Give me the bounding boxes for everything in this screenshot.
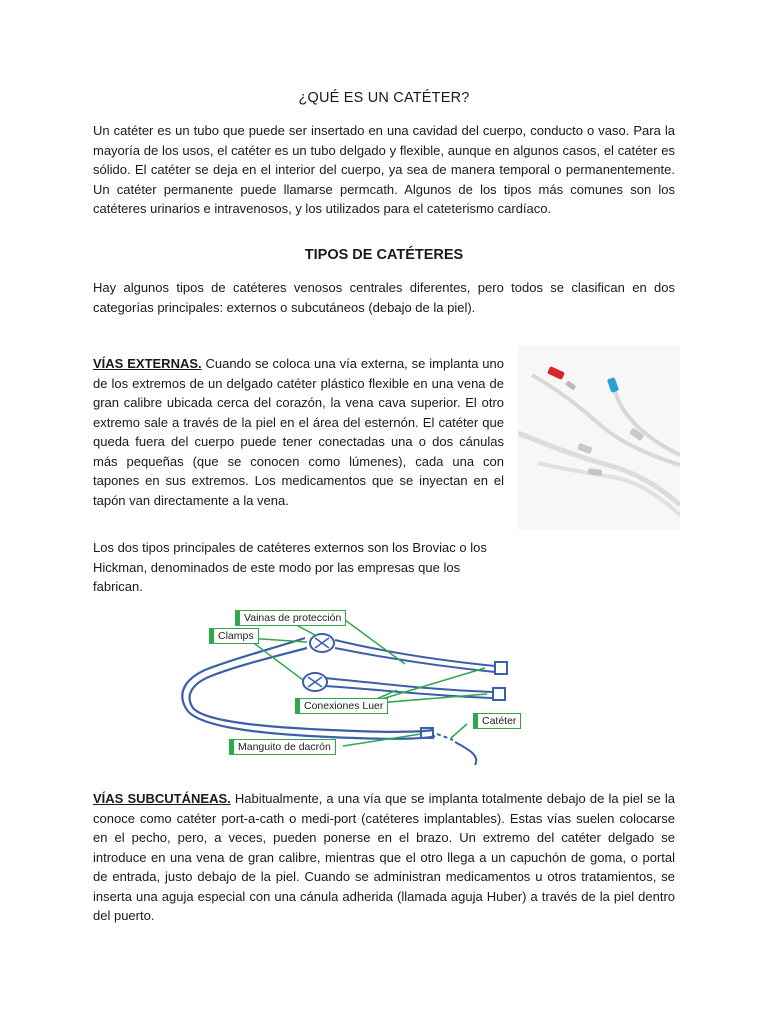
types-paragraph: Hay algunos tipos de catéteres venosos centrales diferentes, pero todos se clasifican en dos categorías principales: externos o subcutáneos (debajo de la piel). <box>93 280 675 315</box>
label-conexiones-luer: Conexiones Luer <box>295 698 388 714</box>
types-heading: TIPOS DE CATÉTERES <box>304 247 464 263</box>
subcutaneous-paragraph <box>93 789 675 926</box>
label-clamps: Clamps <box>209 628 259 644</box>
subcutaneous-label: VÍAS SUBCUTÁNEAS. <box>93 791 231 806</box>
subcutaneous-text: Habitualmente, a una vía que se implanta totalmente debajo de la piel se la conoce como catéter port-a-cath o medi-port (catéteres implantables). Estas vías suelen colocarse en el pecho, pero, a veces, pueden ponerse en el brazo. Un extremo del catéter delgado se introduce en una vena de gran calibre, mientras que el otro llega a un capuchón de goma, o portal de entrada, justo debajo de la piel. Cuando se administran medicamentos u otros tratamientos, se inserta una aguja especial con una cánula adherida (llamada aguja Huber) a través de la piel dentro del puerto. <box>93 791 675 923</box>
catheter-diagram <box>175 600 535 770</box>
external-paragraph <box>93 354 504 510</box>
external-label: VÍAS EXTERNAS. <box>93 356 202 371</box>
intro-paragraph: Un catéter es un tubo que puede ser insertado en una cavidad del cuerpo, conducto o vaso. Para la mayoría de los usos, el catéter es un tubo delgado y flexible, aunque en algunos casos, el catéter es sólido. El catéter se deja en el interior del cuerpo, ya sea de manera temporal o permanentemente. Un catéter permanente puede llamarse permcath. Algunos de los tipos más comunes son los catéteres urinarios e intravenosos, y los utilizados para el cateterismo cardíaco. <box>93 123 675 216</box>
page-title: ¿QUÉ ES UN CATÉTER? <box>298 90 470 106</box>
catheter-photo <box>518 345 680 530</box>
external-types-paragraph: Los dos tipos principales de catéteres externos son los Broviac o los Hickman, denominados de este modo por las empresas que los fabrican. <box>93 540 487 594</box>
label-vainas: Vainas de protección <box>235 610 346 626</box>
label-manguito: Manguito de dacrón <box>229 739 336 755</box>
external-text: Cuando se coloca una vía externa, se implanta uno de los extremos de un delgado catéter plástico flexible en una vena de gran calibre ubicada cerca del corazón, la vena cava superior. El otro extremo sale a través de la piel en el área del esternón. El catéter que queda fuera del cuerpo puede tener conectadas una o dos cánulas más pequeñas (que se conocen como lúmenes), cada una con tapones en sus extremos. Los medicamentos que se inyectan en el tapón van directamente a la vena. <box>93 356 505 508</box>
label-cateter: Catéter <box>473 713 521 729</box>
